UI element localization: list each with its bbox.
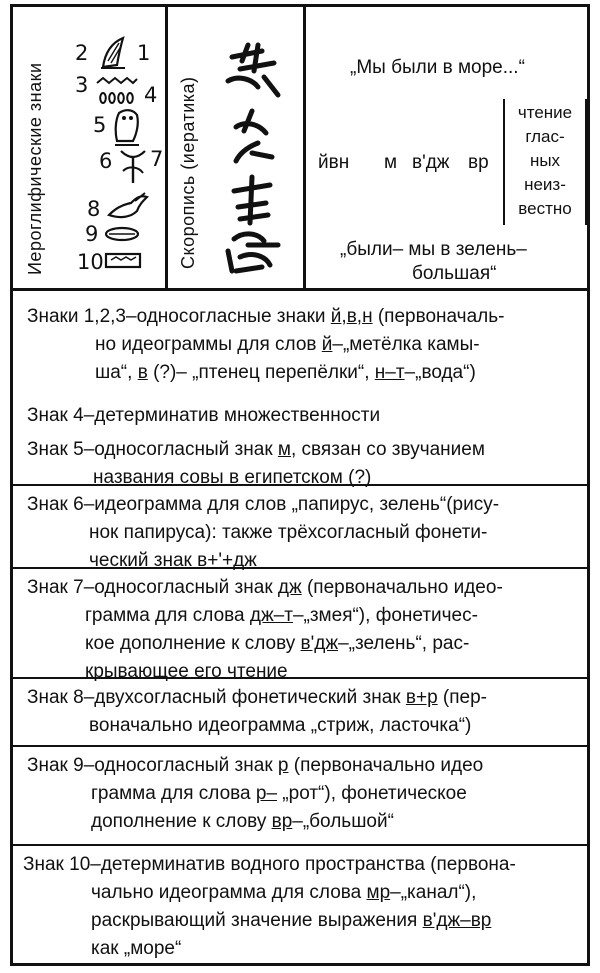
hieratic-label: Скоропись (иератика) xyxy=(178,76,198,269)
plural-strokes-glyph xyxy=(97,89,137,105)
note-line xyxy=(95,331,480,359)
glyph-number-8: 8 xyxy=(87,197,101,221)
note-text: Знак 5–односогласный знак xyxy=(27,439,278,460)
glyph-number-1: 1 xyxy=(137,41,151,65)
owl-glyph xyxy=(109,107,143,149)
note-text: нок папируса): также трёхсогласный фонети- xyxy=(89,522,488,543)
note-line xyxy=(91,879,476,907)
hieroglyphs-label: Иероглифические знаки xyxy=(25,62,45,275)
transliteration-underlined: в xyxy=(346,306,357,327)
hieroglyph-column xyxy=(13,7,168,288)
glyph-number-7: 7 xyxy=(150,147,164,171)
note-line xyxy=(85,630,469,658)
note-line xyxy=(23,851,516,879)
phrase-bottom-2: большая“ xyxy=(412,263,497,284)
translit-word-2: м xyxy=(384,152,398,173)
hieratic-column xyxy=(168,7,306,288)
hieratic-script-glyphs xyxy=(218,35,298,275)
transliteration-underlined: р xyxy=(277,755,289,776)
translit-word-1: йвн xyxy=(318,152,350,173)
note-line xyxy=(27,574,503,602)
note-text: грамма для слова xyxy=(85,605,250,626)
note-divider xyxy=(13,567,587,569)
bracket-line: глас- xyxy=(525,127,565,146)
note-divider xyxy=(13,844,587,846)
note-text: , xyxy=(341,306,347,327)
glyph-number-4: 4 xyxy=(144,83,158,107)
bracket-line: вестно xyxy=(518,199,572,218)
note-text: (первоначально идео xyxy=(288,755,484,776)
note-text: ша“, xyxy=(95,362,138,383)
note-text: (?)– „птенец перепёлки“, xyxy=(147,362,375,383)
glyph-number-9: 9 xyxy=(85,222,99,246)
translit-word-4: вр xyxy=(468,152,489,173)
swallow-glyph xyxy=(105,189,149,223)
note-line xyxy=(27,491,499,519)
phrase-bottom-1: „были– мы в зелень– xyxy=(340,239,527,260)
note-text: Знаки 1,2,3–односогласные знаки xyxy=(27,306,331,327)
note-text: (первоначально идео- xyxy=(301,577,503,598)
note-text: Знак 7–односогласный знак xyxy=(27,577,278,598)
glyph-number-10: 10 xyxy=(77,250,104,274)
note-line xyxy=(27,436,485,464)
transliteration-column xyxy=(306,7,587,288)
figure-frame xyxy=(10,4,590,966)
transliteration-underlined: н–т xyxy=(374,362,405,383)
bracket-line: ных xyxy=(529,151,561,170)
transliteration-underlined: в'дж–вр xyxy=(422,910,492,931)
note-line xyxy=(89,519,487,547)
transliteration-underlined: й xyxy=(330,306,342,327)
note-line xyxy=(85,602,478,630)
water-ripple-glyph xyxy=(95,75,139,87)
note-line xyxy=(85,658,288,686)
note-text: грамма для слова xyxy=(91,783,256,804)
glyph-number-6: 6 xyxy=(99,149,113,173)
transliteration-underlined: в'дж xyxy=(300,633,339,654)
transliteration-underlined: дж xyxy=(277,577,302,598)
transliteration-underlined: р– xyxy=(255,783,278,804)
vowels-unknown-bracket xyxy=(503,99,587,225)
note-text: (первоначаль- xyxy=(372,306,505,327)
top-panel xyxy=(13,7,587,291)
note-text: раскрывающий значение выражения xyxy=(91,910,423,931)
note-divider xyxy=(13,677,587,679)
note-text: , связан со звучанием xyxy=(290,439,485,460)
transliteration-underlined: мр xyxy=(366,882,391,903)
note-text: Знак 8–двухсогласный фонетический знак xyxy=(27,687,406,708)
note-text: крывающее его чтение xyxy=(85,661,288,682)
note-text: Знак 10–детерминатив водного пространства (первона- xyxy=(23,854,516,875)
note-line xyxy=(91,935,181,963)
note-line xyxy=(27,684,487,712)
note-text: Знак 9–односогласный знак xyxy=(27,755,278,776)
transliteration-underlined: в+'+дж xyxy=(197,550,257,571)
reed-leaf-glyph xyxy=(97,35,131,71)
glyph-number-3: 3 xyxy=(75,73,89,97)
note-line xyxy=(89,547,257,575)
note-text: –„вода“) xyxy=(404,362,476,383)
transliteration-underlined: вр xyxy=(271,811,293,832)
phrase-top: „Мы были в море...“ xyxy=(350,57,525,78)
note-text: , xyxy=(356,306,363,327)
note-text: но идеограммы для слов xyxy=(95,334,322,355)
note-text: дополнение к слову xyxy=(91,811,272,832)
transliteration-underlined: н xyxy=(362,306,373,327)
note-line xyxy=(93,464,371,492)
bracket-line: неиз- xyxy=(524,175,566,194)
note-line xyxy=(91,808,394,836)
note-line xyxy=(95,359,476,387)
note-line xyxy=(91,780,467,808)
transliteration-underlined: дж–т xyxy=(249,605,293,626)
note-text: названия совы в египетском (?) xyxy=(93,467,372,488)
transliteration-underlined: в xyxy=(137,362,148,383)
translit-word-3: в'дж xyxy=(412,152,450,173)
note-text: ческий знак xyxy=(89,550,198,571)
note-divider xyxy=(13,484,587,486)
canal-glyph xyxy=(103,251,143,271)
note-text: Знак 4–детерминатив множественности xyxy=(27,405,381,426)
note-text: Знак 6–идеограмма для слов „папирус, зелень“(рису- xyxy=(27,494,500,515)
transliteration-underlined: й xyxy=(321,334,333,355)
glyph-number-2: 2 xyxy=(75,41,89,65)
note-line xyxy=(91,907,491,935)
bracket-line: чтение xyxy=(517,103,573,122)
transliteration-underlined: в+р xyxy=(405,687,438,708)
papyrus-cobra-glyph xyxy=(117,145,149,185)
note-line xyxy=(27,752,483,780)
note-text: –„большой“ xyxy=(292,811,394,832)
mouth-glyph xyxy=(103,225,141,243)
glyph-number-5: 5 xyxy=(93,113,107,137)
note-text: воначально идеограмма „стриж, ласточка“) xyxy=(89,715,472,736)
note-text: „рот“), фонетическое xyxy=(277,783,467,804)
note-text: кое дополнение к слову xyxy=(85,633,301,654)
note-line xyxy=(27,402,380,430)
note-text: –„канал“), xyxy=(390,882,477,903)
transliteration-underlined: м xyxy=(277,439,291,460)
note-text: как „море“ xyxy=(91,938,182,959)
note-line xyxy=(89,712,471,740)
note-text: –„зелень“, рас- xyxy=(338,633,470,654)
note-text: –„змея“), фонетичес- xyxy=(292,605,478,626)
note-text: (пер- xyxy=(437,687,488,708)
note-divider xyxy=(13,745,587,747)
note-text: чально идеограмма для слова xyxy=(91,882,367,903)
note-text: –„метёлка камы- xyxy=(332,334,480,355)
note-line xyxy=(27,303,504,331)
